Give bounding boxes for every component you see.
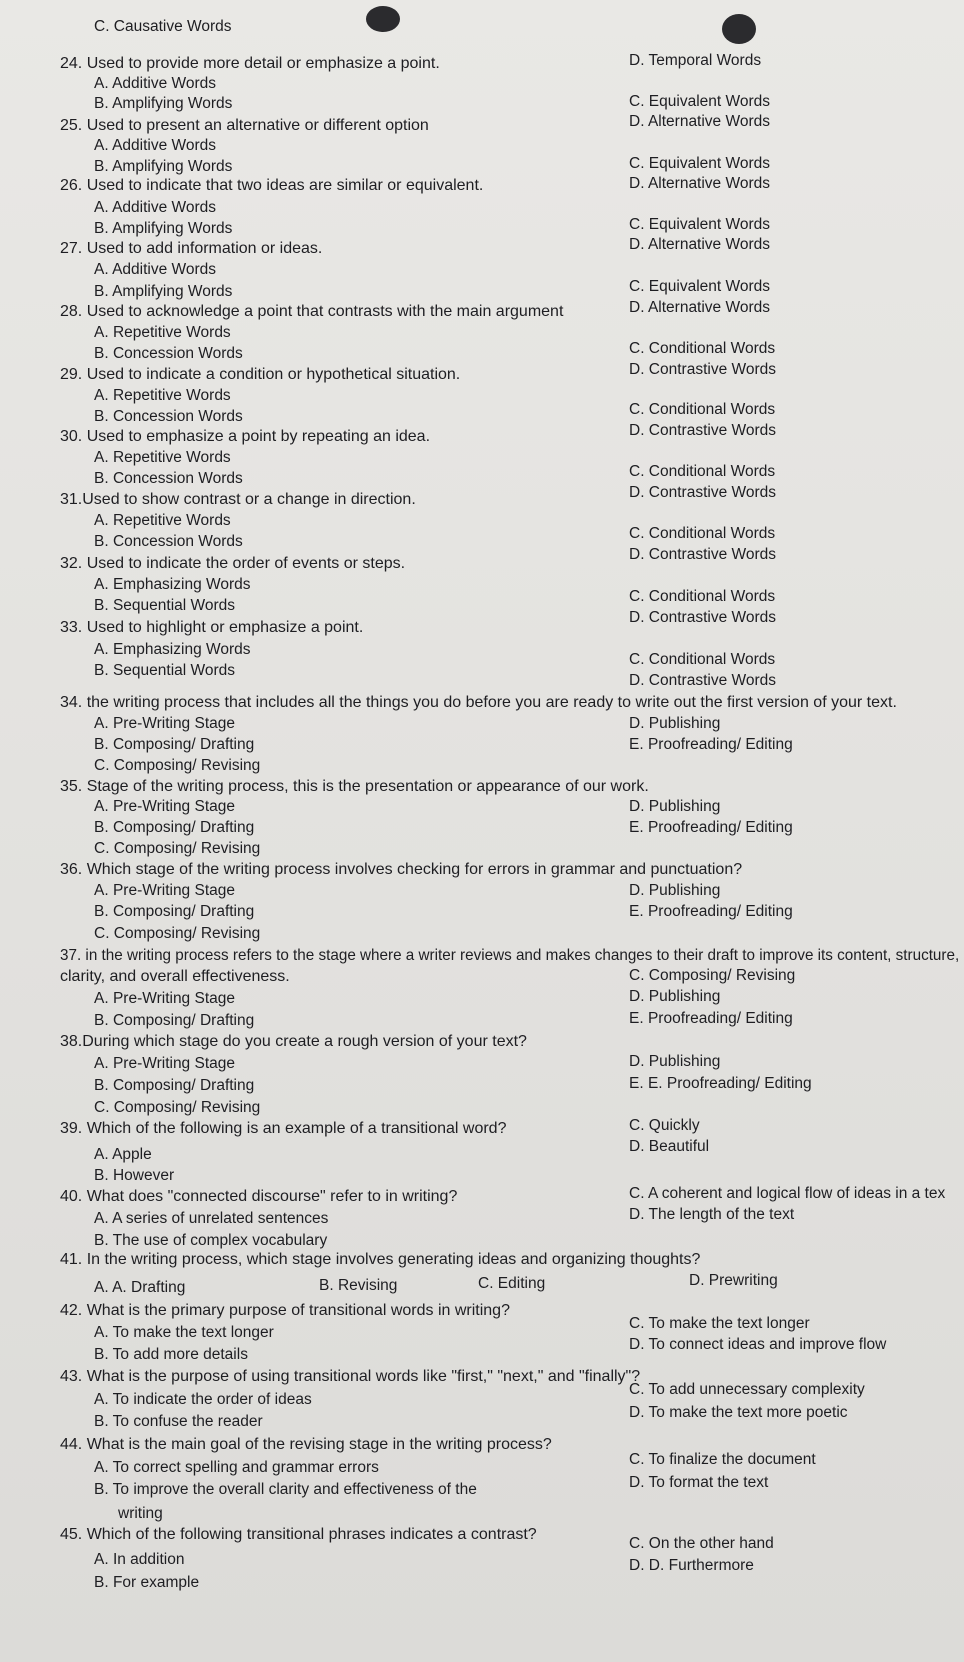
answer-option: A. Emphasizing Words	[94, 576, 251, 593]
answer-option: B. For example	[94, 1574, 200, 1591]
answer-option: B. Amplifying Words	[94, 283, 233, 300]
answer-option: C. To make the text longer	[629, 1315, 810, 1332]
question-text: 41. In the writing process, which stage involves generating ideas and organizing thoughts?	[60, 1251, 701, 1268]
answer-option: B. Revising	[319, 1277, 398, 1294]
answer-option: A. A series of unrelated sentences	[94, 1210, 329, 1227]
answer-option: B. Concession Words	[94, 345, 243, 362]
answer-option: C. On the other hand	[629, 1535, 774, 1552]
question-text: 36. Which stage of the writing process involves checking for errors in grammar and punctuation?	[60, 861, 743, 878]
answer-option: A. Additive Words	[94, 75, 217, 92]
question-text: 34. the writing process that includes all the things you do before you are ready to write out the first version of your text.	[60, 694, 897, 711]
answer-option: D. D. Furthermore	[629, 1557, 754, 1574]
question-text: 38.During which stage do you create a rough version of your text?	[60, 1033, 527, 1050]
answer-option: D. Contrastive Words	[629, 361, 777, 378]
answer-option: C. Quickly	[629, 1117, 700, 1134]
answer-option: B. Amplifying Words	[94, 158, 233, 175]
answer-option: A. Emphasizing Words	[94, 641, 251, 658]
answer-option: D. Contrastive Words	[629, 546, 777, 563]
answer-option: B. Amplifying Words	[94, 220, 233, 237]
answer-option: C. Equivalent Words	[629, 155, 770, 172]
answer-option: C. Composing/ Revising	[629, 967, 796, 984]
answer-option: C. Composing/ Revising	[94, 840, 261, 857]
answer-option: D. Temporal Words	[629, 52, 762, 69]
answer-option: D. Contrastive Words	[629, 422, 777, 439]
answer-option: C. Editing	[478, 1275, 546, 1292]
answer-option: A. Additive Words	[94, 261, 217, 278]
answer-option: C. To add unnecessary complexity	[629, 1381, 865, 1398]
answer-option: B. The use of complex vocabulary	[94, 1232, 328, 1249]
answer-option: C. A coherent and logical flow of ideas in a tex	[629, 1185, 946, 1202]
answer-option: D. Alternative Words	[629, 299, 770, 316]
answer-option: E. Proofreading/ Editing	[629, 1010, 793, 1027]
answer-option: A. To correct spelling and grammar errors	[94, 1459, 379, 1476]
answer-option: D. Alternative Words	[629, 113, 770, 130]
answer-option: B. Concession Words	[94, 533, 243, 550]
answer-option: A. Repetitive Words	[94, 324, 231, 341]
answer-option: A. Pre-Writing Stage	[94, 798, 235, 815]
question-text: 29. Used to indicate a condition or hypothetical situation.	[60, 366, 461, 383]
answer-option: A. Repetitive Words	[94, 512, 231, 529]
answer-option: A. Pre-Writing Stage	[94, 715, 235, 732]
answer-option: C. Equivalent Words	[629, 216, 770, 233]
answer-option: C. Conditional Words	[629, 401, 776, 418]
answer-option: A. Repetitive Words	[94, 387, 231, 404]
answer-option: A. Pre-Writing Stage	[94, 882, 235, 899]
answer-option: C. Composing/ Revising	[94, 925, 261, 942]
answer-option: B. Composing/ Drafting	[94, 1077, 255, 1094]
answer-option: D. Contrastive Words	[629, 672, 777, 689]
answer-option: B. Sequential Words	[94, 662, 236, 679]
answer-option: D. Publishing	[629, 715, 721, 732]
answer-option: B. Composing/ Drafting	[94, 903, 255, 920]
answer-option: A. A. Drafting	[94, 1279, 186, 1296]
answer-option: C. Equivalent Words	[629, 278, 770, 295]
answer-option: D. Alternative Words	[629, 175, 770, 192]
answer-option: C. Conditional Words	[629, 525, 776, 542]
answer-option: D. To connect ideas and improve flow	[629, 1336, 887, 1353]
question-text: 27. Used to add information or ideas.	[60, 240, 323, 257]
answer-option: writing	[118, 1505, 163, 1522]
answer-option: C. Conditional Words	[629, 651, 776, 668]
question-text: 43. What is the purpose of using transitional words like "first," "next," and "finally"?	[60, 1368, 641, 1385]
answer-option: A. Repetitive Words	[94, 449, 231, 466]
answer-option: A. Additive Words	[94, 199, 217, 216]
answer-option: B. To add more details	[94, 1346, 248, 1363]
answer-option: D. Publishing	[629, 882, 721, 899]
answer-option: A. Pre-Writing Stage	[94, 990, 235, 1007]
answer-option: C. Conditional Words	[629, 340, 776, 357]
answer-option: D. To make the text more poetic	[629, 1404, 848, 1421]
answer-option: B. However	[94, 1167, 175, 1184]
answer-option: E. Proofreading/ Editing	[629, 736, 793, 753]
answer-option: B. Sequential Words	[94, 597, 236, 614]
answer-option: C. Composing/ Revising	[94, 1099, 261, 1116]
question-text: 24. Used to provide more detail or emphasize a point.	[60, 55, 440, 72]
answer-option: D. Prewriting	[689, 1272, 778, 1289]
answer-option: C. Equivalent Words	[629, 93, 770, 110]
question-text: 42. What is the primary purpose of transitional words in writing?	[60, 1302, 510, 1319]
question-text: 33. Used to highlight or emphasize a point.	[60, 619, 364, 636]
answer-option: D. The length of the text	[629, 1206, 795, 1223]
question-text: 40. What does "connected discourse" refer to in writing?	[60, 1188, 458, 1205]
answer-option: C. Conditional Words	[629, 463, 776, 480]
answer-option: D. Publishing	[629, 1053, 721, 1070]
question-text: 31.Used to show contrast or a change in direction.	[60, 491, 416, 508]
answer-option: D. Beautiful	[629, 1138, 710, 1155]
punched-hole	[366, 6, 400, 32]
answer-option: A. To make the text longer	[94, 1324, 274, 1341]
answer-option: D. Publishing	[629, 798, 721, 815]
answer-option: D. Publishing	[629, 988, 721, 1005]
answer-option: B. To confuse the reader	[94, 1413, 263, 1430]
answer-option: B. Concession Words	[94, 408, 243, 425]
answer-option: E. Proofreading/ Editing	[629, 903, 793, 920]
question-text: 30. Used to emphasize a point by repeating an idea.	[60, 428, 431, 445]
answer-option: B. To improve the overall clarity and effectiveness of the	[94, 1481, 477, 1498]
answer-option: D. Alternative Words	[629, 236, 770, 253]
answer-option: B. Composing/ Drafting	[94, 736, 255, 753]
answer-option: E. Proofreading/ Editing	[629, 819, 793, 836]
question-text: clarity, and overall effectiveness.	[60, 968, 290, 985]
answer-option: B. Composing/ Drafting	[94, 819, 255, 836]
question-text: 39. Which of the following is an example of a transitional word?	[60, 1120, 507, 1137]
answer-option: A. Additive Words	[94, 137, 217, 154]
answer-option: B. Composing/ Drafting	[94, 1012, 255, 1029]
answer-option: D. Contrastive Words	[629, 609, 777, 626]
answer-option: B. Amplifying Words	[94, 95, 233, 112]
answer-option: D. Contrastive Words	[629, 484, 777, 501]
answer-option: C. To finalize the document	[629, 1451, 816, 1468]
answer-option: C. Composing/ Revising	[94, 757, 261, 774]
question-text: 37. in the writing process refers to the stage where a writer reviews and makes changes to their draft to improve its content, structure,	[60, 947, 960, 964]
answer-option: E. E. Proofreading/ Editing	[629, 1075, 812, 1092]
question-text: 25. Used to present an alternative or different option	[60, 117, 429, 134]
answer-option: C. Causative Words	[94, 18, 232, 35]
answer-option: A. In addition	[94, 1551, 185, 1568]
question-text: 26. Used to indicate that two ideas are similar or equivalent.	[60, 177, 484, 194]
answer-option: B. Concession Words	[94, 470, 243, 487]
question-text: 44. What is the main goal of the revising stage in the writing process?	[60, 1436, 552, 1453]
question-text: 45. Which of the following transitional phrases indicates a contrast?	[60, 1526, 537, 1543]
punched-hole	[722, 14, 756, 44]
answer-option: A. To indicate the order of ideas	[94, 1391, 312, 1408]
question-text: 28. Used to acknowledge a point that contrasts with the main argument	[60, 303, 564, 320]
answer-option: A. Apple	[94, 1146, 152, 1163]
answer-option: A. Pre-Writing Stage	[94, 1055, 235, 1072]
answer-option: D. To format the text	[629, 1474, 769, 1491]
question-text: 32. Used to indicate the order of events or steps.	[60, 555, 406, 572]
question-text: 35. Stage of the writing process, this is the presentation or appearance of our work.	[60, 778, 649, 795]
answer-option: C. Conditional Words	[629, 588, 776, 605]
